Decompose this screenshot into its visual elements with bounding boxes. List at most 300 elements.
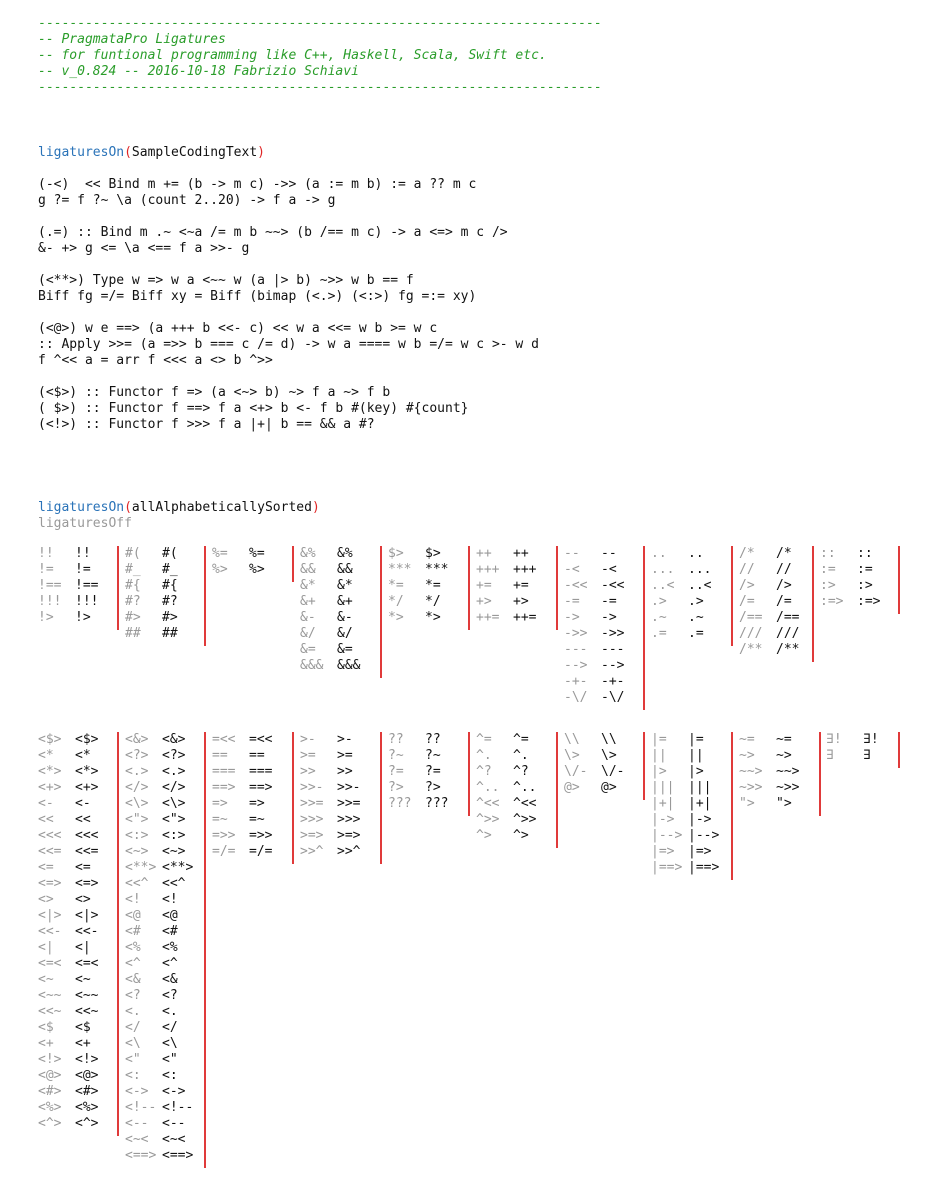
ligature-off-sample: <?> bbox=[125, 748, 149, 763]
ligature-off-sample: /= bbox=[739, 594, 755, 609]
ligature-on-sample: .. bbox=[688, 546, 704, 561]
section2-off-label: ligaturesOff bbox=[38, 516, 132, 531]
ligature-row bbox=[38, 956, 117, 972]
ligature-row bbox=[38, 1116, 117, 1132]
ligature-on-sample: +++ bbox=[513, 562, 537, 577]
ligature-off-sample: -> bbox=[564, 610, 580, 625]
ligature-off-sample: <:> bbox=[125, 828, 149, 843]
section2-arg: allAlphabeticallySorted bbox=[131, 500, 312, 515]
ligature-row bbox=[125, 892, 204, 908]
ligature-off-sample: |+| bbox=[651, 796, 675, 811]
ligature-row bbox=[125, 578, 204, 594]
ligature-off-sample: >>- bbox=[300, 780, 324, 795]
ligature-row bbox=[212, 562, 292, 578]
ligature-on-sample: ==> bbox=[249, 780, 273, 795]
ligature-on-sample: |==> bbox=[688, 860, 720, 875]
ligature-off-sample: <= bbox=[38, 860, 54, 875]
ligature-row bbox=[388, 594, 468, 610]
ligature-off-sample: </> bbox=[125, 780, 149, 795]
ligature-group bbox=[388, 546, 470, 630]
ligature-off-sample: "> bbox=[739, 796, 755, 811]
ligature-off-sample: <=> bbox=[38, 876, 62, 891]
header-line-description: -- for funtional programming like C++, Haskell, Scala, Swift etc. bbox=[38, 48, 547, 63]
ligature-group bbox=[212, 546, 294, 582]
ligature-off-sample: ^<< bbox=[476, 796, 500, 811]
ligature-off-sample: << bbox=[38, 812, 54, 827]
ligature-off-sample: >= bbox=[300, 748, 316, 763]
ligature-on-sample: -<< bbox=[601, 578, 625, 593]
ligature-on-sample: @> bbox=[601, 780, 617, 795]
ligature-on-sample: <\ bbox=[162, 1036, 178, 1051]
ligature-row bbox=[300, 844, 380, 860]
ligature-group bbox=[564, 546, 645, 710]
ligature-row bbox=[212, 546, 292, 562]
sample-coding-section bbox=[38, 145, 539, 449]
ligature-off-sample: &= bbox=[300, 642, 316, 657]
ligature-off-sample: /> bbox=[739, 578, 755, 593]
ligature-on-sample: <\> bbox=[162, 796, 186, 811]
ligature-row bbox=[38, 610, 117, 626]
ligature-off-sample: ^>> bbox=[476, 812, 500, 827]
ligature-off-sample: <~ bbox=[38, 972, 54, 987]
ligature-off-sample: <&> bbox=[125, 732, 149, 747]
ligature-row bbox=[125, 562, 204, 578]
ligature-on-sample: <<< bbox=[75, 828, 99, 843]
ligature-off-sample: >>^ bbox=[300, 844, 324, 859]
ligature-on-sample: ->> bbox=[601, 626, 625, 641]
ligature-row bbox=[739, 748, 819, 764]
ligature-off-sample: ~> bbox=[739, 748, 755, 763]
ligature-off-sample: ?= bbox=[388, 764, 404, 779]
ligature-on-sample: >= bbox=[337, 748, 353, 763]
ligature-on-sample: <&> bbox=[162, 732, 186, 747]
ligature-on-sample: /* bbox=[776, 546, 792, 561]
ligature-on-sample: =~ bbox=[249, 812, 265, 827]
ligature-on-sample: !== bbox=[75, 578, 99, 593]
ligature-off-sample: |-> bbox=[651, 812, 675, 827]
ligature-row bbox=[564, 658, 643, 674]
ligature-row bbox=[38, 748, 117, 764]
ligature-on-sample: #? bbox=[162, 594, 178, 609]
ligature-row bbox=[651, 844, 731, 860]
ligature-row bbox=[476, 812, 556, 828]
ligature-row bbox=[476, 610, 556, 626]
ligature-off-sample: !! bbox=[38, 546, 54, 561]
ligature-row bbox=[125, 1036, 204, 1052]
ligature-row bbox=[564, 690, 643, 706]
ligature-on-sample: <| bbox=[75, 940, 91, 955]
ligature-off-sample: >>> bbox=[300, 812, 324, 827]
ligature-row bbox=[388, 562, 468, 578]
ligature-off-sample: <!> bbox=[38, 1052, 62, 1067]
ligature-off-sample: &% bbox=[300, 546, 316, 561]
ligature-on-sample: <*> bbox=[75, 764, 99, 779]
ligature-off-sample: =~ bbox=[212, 812, 228, 827]
ligature-on-sample: === bbox=[249, 764, 273, 779]
section1-fn: ligaturesOn bbox=[38, 145, 125, 160]
ligature-off-sample: ... bbox=[651, 562, 675, 577]
ligature-on-sample: ^> bbox=[513, 828, 529, 843]
ligature-row bbox=[38, 1036, 117, 1052]
ligature-off-sample: =>> bbox=[212, 828, 236, 843]
ligature-row bbox=[476, 546, 556, 562]
ligature-on-sample: !! bbox=[75, 546, 91, 561]
ligature-on-sample: <> bbox=[75, 892, 91, 907]
ligature-off-sample: <<= bbox=[38, 844, 62, 859]
ligature-on-sample: %> bbox=[249, 562, 265, 577]
ligature-on-sample: <!> bbox=[75, 1052, 99, 1067]
ligature-row bbox=[38, 796, 117, 812]
ligature-on-sample: "> bbox=[776, 796, 792, 811]
ligature-off-sample: .= bbox=[651, 626, 667, 641]
ligature-row bbox=[651, 610, 731, 626]
ligature-group bbox=[564, 732, 645, 800]
ligature-off-sample: <=< bbox=[38, 956, 62, 971]
ligature-off-sample: --> bbox=[564, 658, 588, 673]
ligature-row bbox=[300, 610, 380, 626]
ligature-row bbox=[476, 578, 556, 594]
ligature-row bbox=[125, 748, 204, 764]
ligature-off-sample: => bbox=[212, 796, 228, 811]
ligature-off-sample: ^= bbox=[476, 732, 492, 747]
ligature-row bbox=[38, 940, 117, 956]
ligature-row bbox=[651, 594, 731, 610]
ligature-row bbox=[212, 748, 292, 764]
ligature-on-sample: <+> bbox=[75, 780, 99, 795]
ligature-row bbox=[125, 1052, 204, 1068]
ligature-off-sample: <@> bbox=[38, 1068, 62, 1083]
ligature-row bbox=[739, 732, 819, 748]
ligature-group bbox=[38, 546, 119, 630]
ligature-off-sample: ~>> bbox=[739, 780, 763, 795]
ligature-row bbox=[125, 626, 204, 642]
ligature-row bbox=[739, 626, 812, 642]
ligature-off-sample: /// bbox=[739, 626, 763, 641]
ligature-off-sample: #( bbox=[125, 546, 141, 561]
ligature-on-sample: \> bbox=[601, 748, 617, 763]
ligature-off-sample: ~~> bbox=[739, 764, 763, 779]
ligature-on-sample: <% bbox=[162, 940, 178, 955]
ligature-off-sample: <"> bbox=[125, 812, 149, 827]
ligature-on-sample: >>^ bbox=[337, 844, 361, 859]
ligature-off-sample: !== bbox=[38, 578, 62, 593]
ligature-off-sample: &/ bbox=[300, 626, 316, 641]
ligature-row bbox=[125, 780, 204, 796]
ligature-on-sample: &&& bbox=[337, 658, 361, 673]
ligature-on-sample: <==> bbox=[162, 1148, 194, 1163]
ligature-off-sample: <! bbox=[125, 892, 141, 907]
ligature-off-sample: !> bbox=[38, 610, 54, 625]
ligature-on-sample: |> bbox=[688, 764, 704, 779]
ligature-off-sample: // bbox=[739, 562, 755, 577]
ligature-off-sample: @> bbox=[564, 780, 580, 795]
ligature-row bbox=[476, 828, 556, 844]
ligature-off-sample: <!-- bbox=[125, 1100, 157, 1115]
ligature-row bbox=[125, 956, 204, 972]
ligature-row bbox=[38, 780, 117, 796]
ligature-off-sample: <| bbox=[38, 940, 54, 955]
ligature-group bbox=[38, 732, 119, 1136]
ligature-row bbox=[739, 562, 812, 578]
ligature-group bbox=[125, 732, 206, 1168]
ligature-row bbox=[300, 642, 380, 658]
ligature-on-sample: .> bbox=[688, 594, 704, 609]
ligature-off-sample: <<- bbox=[38, 924, 62, 939]
ligature-row bbox=[38, 594, 117, 610]
section2-heading: ligaturesOn(allAlphabeticallySorted) bbox=[38, 500, 320, 515]
ligature-off-sample: .~ bbox=[651, 610, 667, 625]
ligature-on-sample: ∃ bbox=[863, 748, 871, 763]
ligature-row bbox=[38, 972, 117, 988]
ligature-off-sample: .. bbox=[651, 546, 667, 561]
ligature-off-sample: ^? bbox=[476, 764, 492, 779]
ligature-off-sample: >> bbox=[300, 764, 316, 779]
ligature-off-sample: </ bbox=[125, 1020, 141, 1035]
ligature-row bbox=[300, 812, 380, 828]
ligature-off-sample: <\> bbox=[125, 796, 149, 811]
ligature-on-sample: -\/ bbox=[601, 690, 625, 705]
ligature-off-sample: \/- bbox=[564, 764, 588, 779]
ligature-row bbox=[125, 828, 204, 844]
ligature-row bbox=[38, 562, 117, 578]
ligature-row bbox=[125, 988, 204, 1004]
ligature-row bbox=[125, 546, 204, 562]
ligature-on-sample: ∃! bbox=[863, 732, 879, 747]
ligature-off-sample: <+ bbox=[38, 1036, 54, 1051]
ligature-on-sample: &% bbox=[337, 546, 353, 561]
ligature-off-sample: <: bbox=[125, 1068, 141, 1083]
ligature-on-sample: #( bbox=[162, 546, 178, 561]
sample-code-paragraphs bbox=[38, 177, 539, 433]
ligature-on-sample: :: bbox=[857, 546, 873, 561]
ligature-row bbox=[651, 860, 731, 876]
section2-fn: ligaturesOn bbox=[38, 500, 125, 515]
ligature-off-sample: <|> bbox=[38, 908, 62, 923]
ligature-row bbox=[300, 732, 380, 748]
ligature-row bbox=[820, 594, 898, 610]
ligature-on-sample: ..< bbox=[688, 578, 712, 593]
ligature-off-sample: \\ bbox=[564, 732, 580, 747]
ligature-group bbox=[826, 732, 900, 768]
ligature-row bbox=[739, 796, 819, 812]
ligature-on-sample: </ bbox=[162, 1020, 178, 1035]
ligature-row bbox=[125, 860, 204, 876]
ligature-row bbox=[651, 796, 731, 812]
ligature-on-sample: &* bbox=[337, 578, 353, 593]
ligature-off-sample: && bbox=[300, 562, 316, 577]
ligature-on-sample: -+- bbox=[601, 674, 625, 689]
ligature-off-sample: .> bbox=[651, 594, 667, 609]
ligature-row bbox=[125, 1116, 204, 1132]
ligature-on-sample: && bbox=[337, 562, 353, 577]
ligature-row bbox=[125, 1100, 204, 1116]
ligature-on-sample: $> bbox=[425, 546, 441, 561]
ligature-on-sample: ++= bbox=[513, 610, 537, 625]
ligature-off-sample: *** bbox=[388, 562, 412, 577]
ligature-on-sample: /= bbox=[776, 594, 792, 609]
ligature-off-sample: <~~ bbox=[38, 988, 62, 1003]
ligature-on-sample: <! bbox=[162, 892, 178, 907]
ligature-on-sample: >> bbox=[337, 764, 353, 779]
ligature-group bbox=[820, 546, 900, 614]
ligature-row bbox=[476, 780, 556, 796]
ligature-on-sample: </> bbox=[162, 780, 186, 795]
ligature-row bbox=[739, 642, 812, 658]
ligature-off-sample: <.> bbox=[125, 764, 149, 779]
ligature-on-sample: <-> bbox=[162, 1084, 186, 1099]
ligature-row bbox=[300, 546, 380, 562]
ligature-row bbox=[300, 594, 380, 610]
ligature-on-sample: <@> bbox=[75, 1068, 99, 1083]
ligature-row bbox=[651, 578, 731, 594]
ligature-row bbox=[564, 642, 643, 658]
ligature-on-sample: ??? bbox=[425, 796, 449, 811]
ligature-on-sample: ^. bbox=[513, 748, 529, 763]
ligature-row bbox=[388, 732, 468, 748]
ligature-off-sample: ||| bbox=[651, 780, 675, 795]
ligature-row bbox=[38, 876, 117, 892]
ligature-off-sample: <% bbox=[125, 940, 141, 955]
ligature-on-sample: &= bbox=[337, 642, 353, 657]
ligature-row bbox=[38, 860, 117, 876]
ligature-off-sample: <#> bbox=[38, 1084, 62, 1099]
ligature-row bbox=[38, 546, 117, 562]
ligature-row bbox=[38, 924, 117, 940]
ligature-off-sample: |= bbox=[651, 732, 667, 747]
ligature-on-sample: |--> bbox=[688, 828, 720, 843]
ligature-on-sample: ++ bbox=[513, 546, 529, 561]
ligature-row bbox=[125, 610, 204, 626]
ligature-on-sample: */ bbox=[425, 594, 441, 609]
ligature-on-sample: <=< bbox=[75, 956, 99, 971]
ligature-group bbox=[476, 546, 558, 630]
ligature-row bbox=[300, 764, 380, 780]
ligature-on-sample: #> bbox=[162, 610, 178, 625]
ligature-row bbox=[38, 1100, 117, 1116]
ligature-off-sample: <+> bbox=[38, 780, 62, 795]
ligature-on-sample: *= bbox=[425, 578, 441, 593]
ligature-group bbox=[651, 546, 733, 646]
ligature-off-sample: ..< bbox=[651, 578, 675, 593]
ligature-row bbox=[388, 578, 468, 594]
ligature-off-sample: -\/ bbox=[564, 690, 588, 705]
ligature-row bbox=[388, 780, 468, 796]
ligature-on-sample: *** bbox=[425, 562, 449, 577]
ligature-row bbox=[300, 828, 380, 844]
ligature-off-sample: <. bbox=[125, 1004, 141, 1019]
ligature-on-sample: \\ bbox=[601, 732, 617, 747]
ligature-row bbox=[212, 732, 292, 748]
ligature-on-sample: ^.. bbox=[513, 780, 537, 795]
ligature-on-sample: != bbox=[75, 562, 91, 577]
ligature-on-sample: !!! bbox=[75, 594, 99, 609]
ligature-row bbox=[125, 812, 204, 828]
ligature-off-sample: <? bbox=[125, 988, 141, 1003]
ligature-row bbox=[38, 828, 117, 844]
ligature-off-sample: <# bbox=[125, 924, 141, 939]
ligature-row bbox=[38, 1052, 117, 1068]
ligature-off-sample: >>= bbox=[300, 796, 324, 811]
ligature-row bbox=[651, 732, 731, 748]
ligature-off-sample: ^. bbox=[476, 748, 492, 763]
ligature-on-sample: ~= bbox=[776, 732, 792, 747]
ligature-row bbox=[300, 658, 380, 674]
ligature-off-sample: += bbox=[476, 578, 492, 593]
ligature-off-sample: ++ bbox=[476, 546, 492, 561]
ligature-on-sample: &- bbox=[337, 610, 353, 625]
ligature-on-sample: <* bbox=[75, 748, 91, 763]
ligature-on-sample: |=> bbox=[688, 844, 712, 859]
ligature-on-sample: || bbox=[688, 748, 704, 763]
ligature-on-sample: &+ bbox=[337, 594, 353, 609]
ligature-off-sample: || bbox=[651, 748, 667, 763]
ligature-off-sample: |--> bbox=[651, 828, 683, 843]
ligature-off-sample: :: bbox=[820, 546, 836, 561]
ligature-on-sample: := bbox=[857, 562, 873, 577]
ligature-on-sample: ... bbox=[688, 562, 712, 577]
ligature-off-sample: /* bbox=[739, 546, 755, 561]
ligature-on-sample: <~ bbox=[75, 972, 91, 987]
ligature-group bbox=[739, 732, 821, 816]
code-paragraph bbox=[38, 225, 539, 257]
ligature-off-sample: #_ bbox=[125, 562, 141, 577]
ligature-off-sample: |> bbox=[651, 764, 667, 779]
ligature-on-sample: <|> bbox=[75, 908, 99, 923]
ligature-on-sample: ^>> bbox=[513, 812, 537, 827]
ligature-row bbox=[300, 748, 380, 764]
ligature-row bbox=[739, 764, 819, 780]
ligature-row bbox=[388, 796, 468, 812]
ligature-on-sample: >=> bbox=[337, 828, 361, 843]
ligature-on-sample: <:> bbox=[162, 828, 186, 843]
code-line: (-<) << Bind m += (b -> m c) ->> (a := m b) := a ?? m c bbox=[38, 177, 477, 192]
ligature-on-sample: >>= bbox=[337, 796, 361, 811]
ligature-on-sample: <.> bbox=[162, 764, 186, 779]
ligature-on-sample: |+| bbox=[688, 796, 712, 811]
ligature-on-sample: <<= bbox=[75, 844, 99, 859]
ligature-on-sample: ?> bbox=[425, 780, 441, 795]
ligature-off-sample: ->> bbox=[564, 626, 588, 641]
ligature-row bbox=[564, 674, 643, 690]
ligature-group bbox=[388, 732, 470, 816]
ligature-on-sample: #{ bbox=[162, 578, 178, 593]
ligature-off-sample: ?? bbox=[388, 732, 404, 747]
ligature-off-sample: <$ bbox=[38, 1020, 54, 1035]
ligature-off-sample: <@ bbox=[125, 908, 141, 923]
ligature-row bbox=[212, 812, 292, 828]
ligature-off-sample: <<< bbox=[38, 828, 62, 843]
ligature-on-sample: #_ bbox=[162, 562, 178, 577]
ligature-row bbox=[212, 844, 292, 860]
ligature-row bbox=[651, 748, 731, 764]
ligature-row bbox=[476, 594, 556, 610]
ligature-row bbox=[564, 562, 643, 578]
ligature-on-sample: :=> bbox=[857, 594, 881, 609]
ligature-off-sample: &+ bbox=[300, 594, 316, 609]
ligature-off-sample: &&& bbox=[300, 658, 324, 673]
ligature-off-sample: <**> bbox=[125, 860, 157, 875]
ligature-row bbox=[564, 546, 643, 562]
ligature-on-sample: ?? bbox=[425, 732, 441, 747]
ligature-off-sample: ?~ bbox=[388, 748, 404, 763]
ligature-row bbox=[651, 546, 731, 562]
section1-heading: ligaturesOn(SampleCodingText) bbox=[38, 145, 265, 160]
ligature-row bbox=[212, 780, 292, 796]
ligature-row bbox=[38, 732, 117, 748]
header-line-title: -- PragmataPro Ligatures bbox=[38, 32, 226, 47]
code-line: (<@>) w e ==> (a +++ b <<- c) << w a <<= w b >= w c bbox=[38, 321, 438, 336]
ligature-off-sample: <<^ bbox=[125, 876, 149, 891]
